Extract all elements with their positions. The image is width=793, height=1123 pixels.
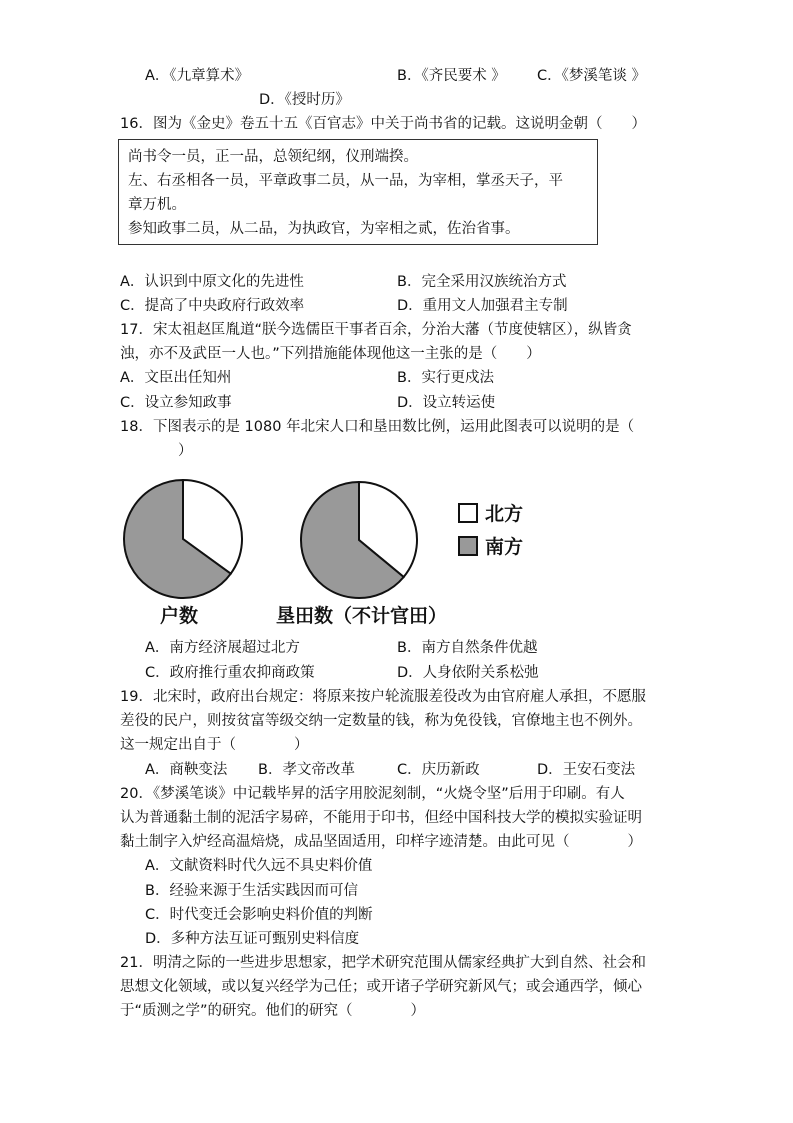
legend-label-south: 南方 xyxy=(485,536,524,558)
q16-stem: 16．图为《金史》卷五十五《百官志》中关于尚书省的记载。这说明金朝（ ） xyxy=(120,116,646,132)
q19-option-b: B．孝文帝改革 xyxy=(258,762,355,778)
pie-label-households: 户数 xyxy=(160,605,199,627)
q20-stem-line: 20．《梦溪笔谈》中记载毕昇的活字用胶泥刻制，“火烧令坚”后用于印刷。有人 xyxy=(120,786,625,802)
q19-stem-line: 19．北宋时，政府出台规定：将原来按户轮流服差役改为由官府雇人承担，不愿服 xyxy=(120,689,646,705)
q17-stem-line: 浊，亦不及武臣一人也。”下列措施能体现他这一主张的是（ ） xyxy=(120,346,541,362)
pie-chart-households xyxy=(124,480,242,598)
q19-option-a: A．商鞅变法 xyxy=(145,762,228,778)
q18-option-a: A．南方经济展超过北方 xyxy=(145,640,300,656)
q17-stem-line: 17．宋太祖赵匡胤道“朕今选儒臣干事者百余，分治大藩（节度使辖区），纵皆贪 xyxy=(120,322,632,338)
q15-option-a: A．《九章算术》 xyxy=(145,68,250,84)
q20-stem-line: 认为普通黏土制的泥活字易碎，不能用于印书，但经中国科技大学的模拟实验证明 xyxy=(120,810,642,826)
q16-option-a: A．认识到中原文化的先进性 xyxy=(120,274,304,290)
q20-option-c: C．时代变迁会影响史料价值的判断 xyxy=(145,907,373,923)
q16-quote-line: 左、右丞相各一员，平章政事二员，从一品，为宰相，掌丞天子，平 xyxy=(128,173,563,189)
pie-chart-cultivated-land xyxy=(301,482,417,598)
q21-stem-line: 21．明清之际的一些进步思想家，把学术研究范围从儒家经典扩大到自然、社会和 xyxy=(120,955,646,971)
q16-quote-line: 章万机。 xyxy=(128,197,186,213)
q16-option-c: C．提高了中央政府行政效率 xyxy=(120,298,305,314)
q18-stem-line: 18．下图表示的是 1080 年北宋人口和垦田数比例，运用此图表可以说明的是（ xyxy=(120,419,635,435)
q16-option-d: D．重用文人加强君主专制 xyxy=(397,298,568,314)
q20-option-d: D．多种方法互证可甄别史料信度 xyxy=(145,931,360,947)
q18-stem-line: ） xyxy=(178,443,193,459)
q16-quote-line: 尚书令一员，正一品，总领纪纲，仪刑端揆。 xyxy=(128,149,418,165)
q19-stem-line: 差役的民户，则按贫富等级交纳一定数量的钱，称为免役钱，官僚地主也不例外。 xyxy=(120,713,642,729)
q21-stem-line: 思想文化领域，或以复兴经学为己任；或开诸子学研究新风气；或会通西学，倾心 xyxy=(120,979,642,995)
q21-stem-line: 于“质测之学”的研究。他们的研究（ ） xyxy=(120,1003,426,1019)
q16-option-b: B．完全采用汉族统治方式 xyxy=(397,274,567,290)
q16-quote-box xyxy=(118,139,598,245)
q18-option-b: B．南方自然条件优越 xyxy=(397,640,538,656)
legend-swatch-north xyxy=(459,504,477,522)
q19-option-c: C．庆历新政 xyxy=(397,762,480,778)
q19-option-d: D．王安石变法 xyxy=(537,762,636,778)
legend-label-north: 北方 xyxy=(485,503,524,525)
q18-option-d: D．人身依附关系松弛 xyxy=(397,665,539,681)
legend-swatch-south xyxy=(459,537,477,555)
q16-quote-line: 参知政事二员，从二品，为执政官，为宰相之贰，佐治省事。 xyxy=(128,221,520,237)
q15-option-b: B．《齐民要术 》 xyxy=(397,68,506,84)
q17-option-b: B．实行更戍法 xyxy=(397,370,494,386)
q20-option-a: A．文献资料时代久远不具史料价值 xyxy=(145,858,373,874)
q17-option-a: A．文臣出任知州 xyxy=(120,370,232,386)
q19-stem-line: 这一规定出自于（ ） xyxy=(120,737,309,753)
q15-option-d: D．《授时历》 xyxy=(259,92,350,108)
q20-option-b: B．经验来源于生活实践因而可信 xyxy=(145,883,358,899)
q15-option-c: C．《梦溪笔谈 》 xyxy=(537,68,646,84)
q17-option-d: D．设立转运使 xyxy=(397,395,496,411)
q20-stem-line: 黏土制字入炉经高温焙烧，成品坚固适用，印样字迹清楚。由此可见（ ） xyxy=(120,834,642,850)
q17-option-c: C．设立参知政事 xyxy=(120,395,232,411)
q18-option-c: C．政府推行重农抑商政策 xyxy=(145,665,315,681)
pie-label-cultivated-land: 垦田数（不计官田） xyxy=(276,605,448,627)
